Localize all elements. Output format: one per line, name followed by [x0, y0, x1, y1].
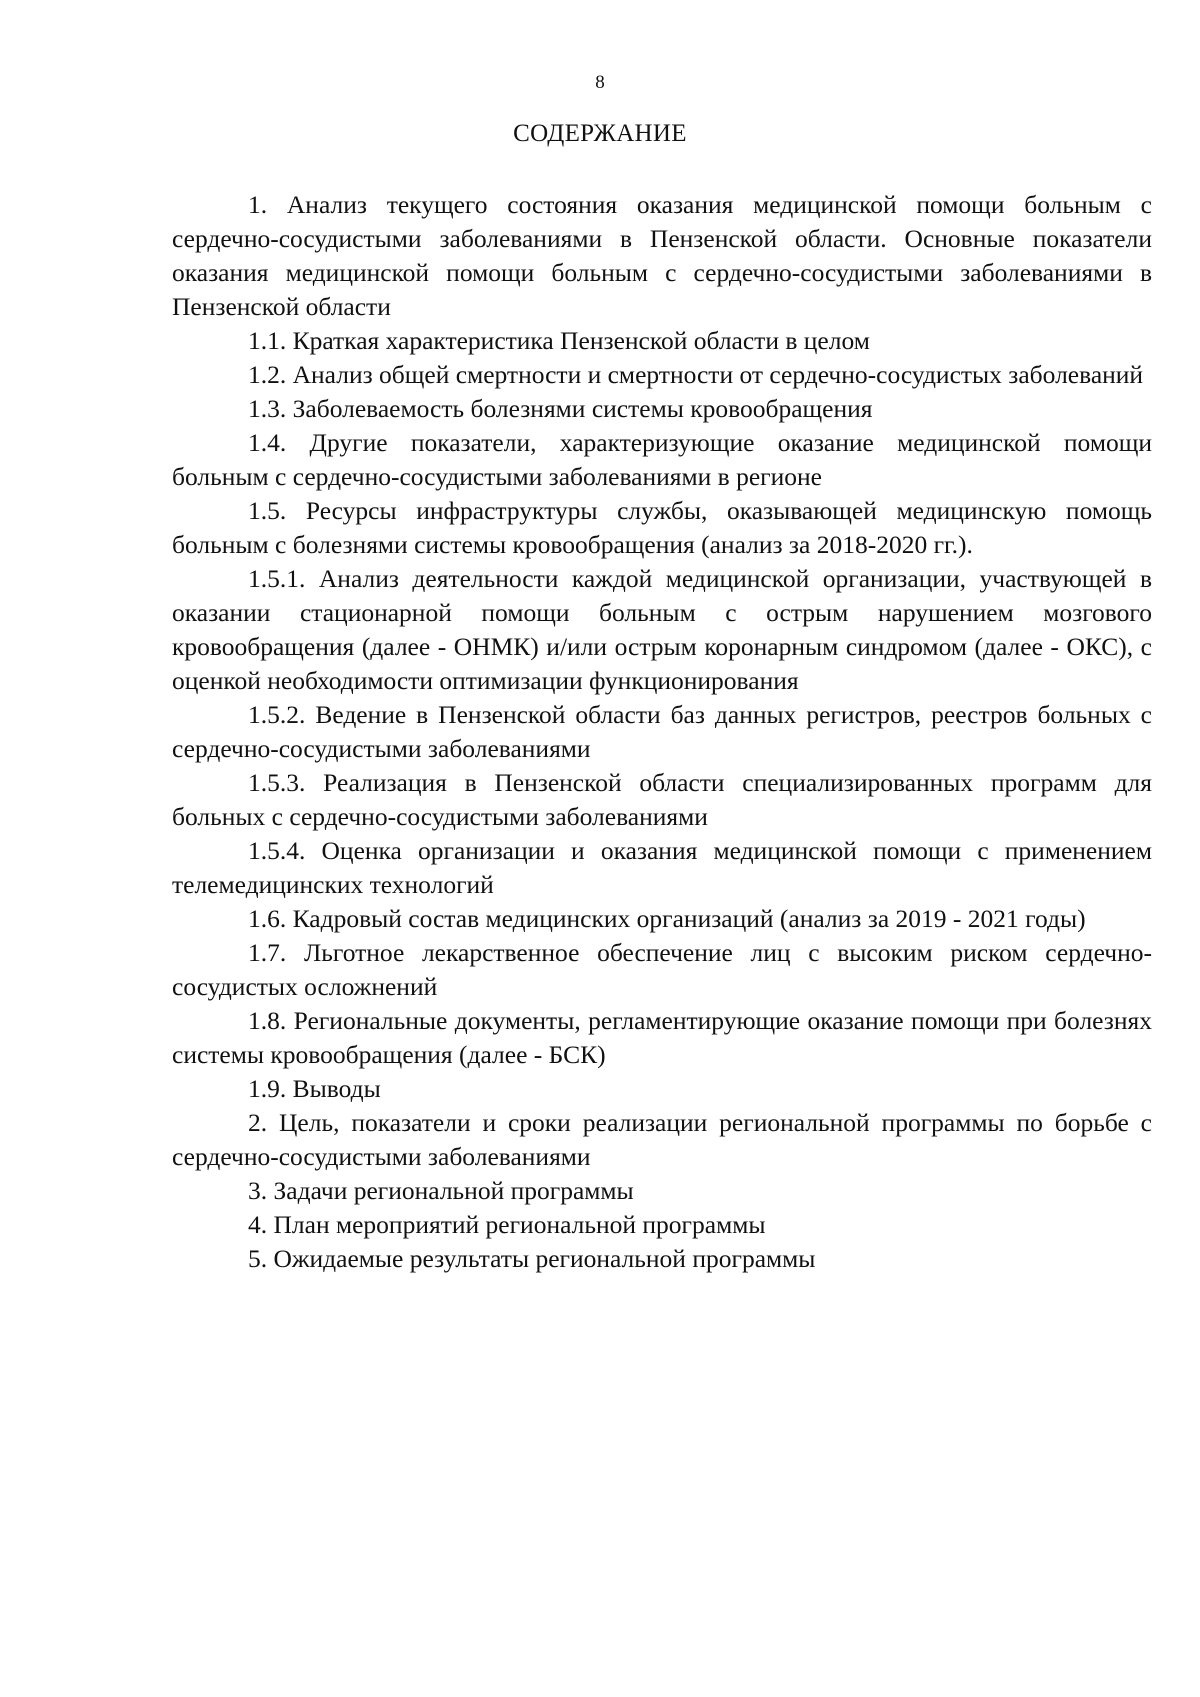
toc-entry: 2. Цель, показатели и сроки реализации региональной программы по борьбе с сердечно-сосудистыми заболеваниями	[172, 1108, 1152, 1171]
toc-entry: 1.5. Ресурсы инфраструктуры службы, оказывающей медицинскую помощь больным с болезнями системы кровообращения (анализ за 2018-2020 гг.).	[172, 496, 1152, 559]
toc-entry: 1.4. Другие показатели, характеризующие оказание медицинской помощи больным с сердечно-сосудистыми заболеваниями в регионе	[172, 428, 1152, 491]
page-number: 8	[595, 72, 605, 93]
toc-entry: 1. Анализ текущего состояния оказания медицинской помощи больным с сердечно-сосудистыми заболеваниями в Пензенской области. Основные показатели оказания медицинской помощи больным с сердечно-сосудистыми заболеваниями в Пензенской области	[172, 190, 1152, 321]
toc-entry: 1.7. Льготное лекарственное обеспечение лиц с высоким риском сердечно-сосудистых осложнений	[172, 938, 1152, 1001]
toc-entry: 1.5.3. Реализация в Пензенской области специализированных программ для больных с сердечно-сосудистыми заболеваниями	[172, 768, 1152, 831]
toc-entry: 1.6. Кадровый состав медицинских организаций (анализ за 2019 - 2021 годы)	[248, 904, 1086, 933]
toc-entry: 1.5.2. Ведение в Пензенской области баз данных регистров, реестров больных с сердечно-сосудистыми заболеваниями	[172, 700, 1152, 763]
toc-entry: 1.1. Краткая характеристика Пензенской области в целом	[248, 326, 870, 355]
table-of-contents	[172, 188, 1152, 1276]
toc-entry: 1.2. Анализ общей смертности и смертности от сердечно-сосудистых заболеваний	[248, 360, 1144, 389]
toc-entry: 1.5.1. Анализ деятельности каждой медицинской организации, участвующей в оказании стационарной помощи больным с острым нарушением мозгового кровообращения (далее - ОНМК) и/или острым коронарным синдромом (далее - ОКС), с оценкой необходимости оптимизации функционирования	[172, 564, 1152, 695]
toc-entry: 1.3. Заболеваемость болезнями системы кровообращения	[248, 394, 873, 423]
page-title: СОДЕРЖАНИЕ	[513, 120, 687, 147]
toc-entry: 1.8. Региональные документы, регламентирующие оказание помощи при болезнях системы кровообращения (далее - БСК)	[172, 1006, 1152, 1069]
toc-entry: 3. Задачи региональной программы	[248, 1176, 634, 1205]
toc-entry: 1.5.4. Оценка организации и оказания медицинской помощи с применением телемедицинских технологий	[172, 836, 1152, 899]
toc-entry: 1.9. Выводы	[248, 1074, 381, 1103]
toc-entry: 5. Ожидаемые результаты региональной программы	[248, 1244, 816, 1273]
toc-entry: 4. План мероприятий региональной программы	[248, 1210, 766, 1239]
